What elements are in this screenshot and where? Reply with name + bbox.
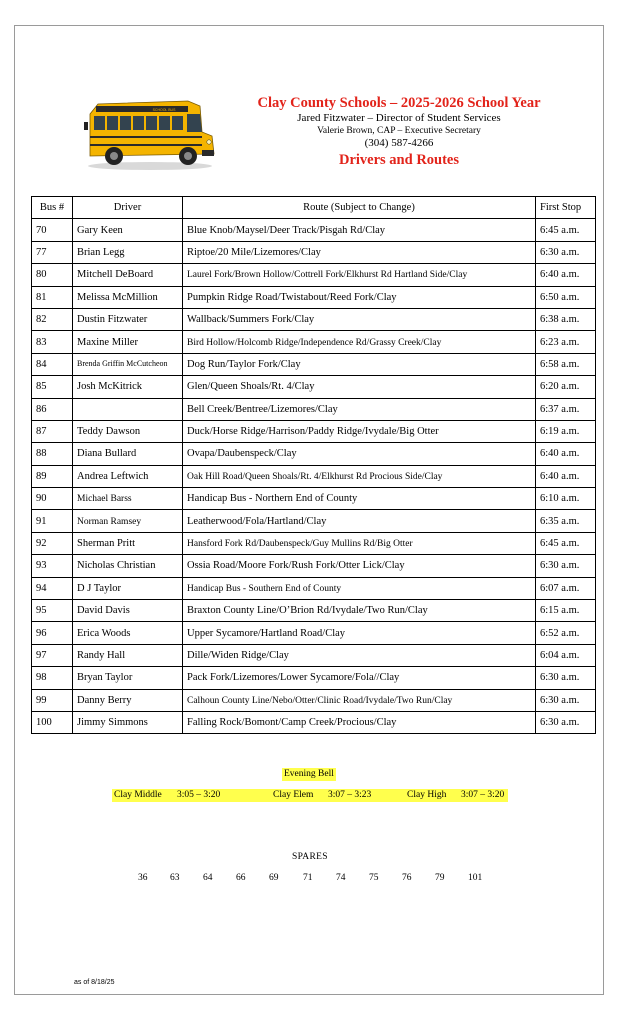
first-stop-text: 6:35 a.m.: [540, 515, 580, 527]
route-text: Oak Hill Road/Queen Shoals/Rt. 4/Elkhurst Rd Procious Side/Clay: [187, 471, 443, 482]
bus-number-cell: [32, 667, 73, 689]
spares-title: SPARES: [292, 852, 328, 862]
bus-number-text: 77: [36, 246, 47, 258]
bus-number-text: 93: [36, 560, 47, 572]
driver-text: Michael Barss: [77, 494, 132, 505]
driver-text: Teddy Dawson: [77, 426, 141, 438]
spare-bus-number: 69: [269, 873, 279, 883]
bus-number-text: 88: [36, 448, 47, 460]
bus-sign: SCHOOL BUS: [152, 108, 176, 112]
driver-text: D J Taylor: [77, 582, 121, 594]
bus-number-cell: [32, 644, 73, 666]
driver-cell: [73, 420, 183, 442]
route-text: Glen/Queen Shoals/Rt. 4/Clay: [187, 381, 315, 393]
route-cell: [183, 644, 536, 666]
route-text: Bell Creek/Bentree/Lizemores/Clay: [187, 403, 338, 415]
route-text: Calhoun County Line/Nebo/Otter/Clinic Road/Ivydale/Two Run/Clay: [187, 695, 453, 706]
route-cell: [183, 600, 536, 622]
route-cell: [183, 219, 536, 241]
phone-number: (304) 587-4266: [364, 137, 434, 149]
document-header: [226, 94, 572, 169]
route-cell: [183, 398, 536, 420]
first-stop-text: 6:40 a.m.: [540, 269, 580, 281]
driver-cell: [73, 711, 183, 733]
spare-bus-number: 66: [236, 873, 246, 883]
driver-cell: [73, 241, 183, 263]
driver-text: Brenda Griffin McCutcheon: [77, 359, 168, 369]
spare-bus-number: 101: [468, 873, 483, 883]
as-of-date: as of 8/18/25: [74, 979, 115, 986]
driver-text: Nicholas Christian: [77, 560, 156, 572]
bus-number-text: 97: [36, 650, 47, 661]
route-text: Duck/Horse Ridge/Harrison/Paddy Ridge/Ivydale/Big Otter: [187, 426, 439, 438]
bell-school-time: 3:07 – 3:20: [461, 790, 505, 800]
driver-text: Mitchell DeBoard: [77, 269, 154, 281]
first-stop-cell: [536, 488, 596, 510]
document-title: Clay County Schools – 2025-2026 School Year: [257, 95, 541, 111]
driver-text: Dustin Fitzwater: [77, 314, 148, 326]
route-cell: [183, 667, 536, 689]
route-cell: [183, 264, 536, 286]
bus-number-text: 81: [36, 291, 47, 303]
table-row: [32, 465, 596, 487]
first-stop-text: 6:30 a.m.: [540, 694, 580, 706]
first-stop-cell: [536, 353, 596, 375]
table-row: [32, 376, 596, 398]
bell-school-time: 3:05 – 3:20: [177, 790, 221, 800]
table-row: [32, 689, 596, 711]
bus-number-cell: [32, 510, 73, 532]
bus-number-cell: [32, 443, 73, 465]
bus-number-text: 99: [36, 694, 47, 706]
bell-school-name: Clay High: [407, 790, 447, 800]
table-row: [32, 264, 596, 286]
bus-number-text: 89: [36, 470, 47, 482]
route-text: Riptoe/20 Mile/Lizemores/Clay: [187, 246, 321, 258]
spare-bus-number: 76: [402, 873, 412, 883]
bus-number-cell: [32, 577, 73, 599]
header-route: Route (Subject to Change): [183, 197, 536, 219]
bus-number-cell: [32, 376, 73, 398]
route-text: Blue Knob/Maysel/Deer Track/Pisgah Rd/Clay: [187, 224, 386, 236]
bus-number-cell: [32, 420, 73, 442]
bus-number-cell: [32, 286, 73, 308]
first-stop-text: 6:04 a.m.: [540, 650, 580, 661]
bus-number-text: 90: [36, 493, 47, 505]
bus-number-text: 80: [36, 269, 47, 281]
bus-number-text: 70: [36, 224, 47, 236]
route-text: Braxton County Line/O’Brion Rd/Ivydale/Two Run/Clay: [187, 605, 428, 617]
bell-school-name: Clay Elem: [273, 790, 314, 800]
bus-number-cell: [32, 600, 73, 622]
first-stop-cell: [536, 532, 596, 554]
route-cell: [183, 286, 536, 308]
route-cell: [183, 510, 536, 532]
bus-number-text: 82: [36, 314, 47, 326]
route-text: Pack Fork/Lizemores/Lower Sycamore/Fola//Clay: [187, 672, 400, 684]
driver-text: Josh McKitrick: [77, 381, 143, 393]
driver-cell: [73, 644, 183, 666]
first-stop-text: 6:10 a.m.: [540, 493, 580, 505]
director-line: Jared Fitzwater – Director of Student Services: [297, 112, 501, 124]
table-row: [32, 308, 596, 330]
route-text: Ovapa/Daubenspeck/Clay: [187, 448, 297, 460]
route-text: Handicap Bus - Northern End of County: [187, 493, 358, 505]
driver-cell: [73, 532, 183, 554]
table-row: [32, 353, 596, 375]
bus-number-cell: [32, 465, 73, 487]
bus-number-cell: [32, 219, 73, 241]
driver-cell: [73, 353, 183, 375]
first-stop-text: 6:50 a.m.: [540, 291, 580, 303]
table-row: [32, 331, 596, 353]
spares-list: [130, 873, 490, 887]
first-stop-cell: [536, 241, 596, 263]
driver-text: Norman Ramsey: [77, 516, 142, 527]
table-row: [32, 510, 596, 532]
table-row: [32, 420, 596, 442]
first-stop-cell: [536, 689, 596, 711]
first-stop-text: 6:30 a.m.: [540, 717, 580, 729]
first-stop-text: 6:07 a.m.: [540, 582, 580, 594]
table-row: [32, 644, 596, 666]
route-cell: [183, 532, 536, 554]
first-stop-cell: [536, 577, 596, 599]
driver-cell: [73, 510, 183, 532]
bell-school-time: 3:07 – 3:23: [328, 790, 372, 800]
header-bus: Bus #: [32, 197, 73, 219]
first-stop-cell: [536, 398, 596, 420]
driver-cell: [73, 555, 183, 577]
route-cell: [183, 577, 536, 599]
table-row: [32, 398, 596, 420]
header-driver: Driver: [73, 197, 183, 219]
table-row: [32, 443, 596, 465]
driver-cell: [73, 286, 183, 308]
first-stop-text: 6:40 a.m.: [540, 448, 580, 460]
bus-number-text: 84: [36, 358, 47, 370]
first-stop-cell: [536, 555, 596, 577]
route-text: Bird Hollow/Holcomb Ridge/Independence Rd/Grassy Creek/Clay: [187, 337, 442, 348]
route-cell: [183, 241, 536, 263]
driver-cell: [73, 443, 183, 465]
driver-text: Melissa McMillion: [77, 291, 158, 303]
first-stop-text: 6:19 a.m.: [540, 426, 580, 438]
driver-cell: [73, 376, 183, 398]
bus-number-text: 86: [36, 403, 47, 415]
table-row: [32, 555, 596, 577]
spare-bus-number: 75: [369, 873, 379, 883]
first-stop-text: 6:45 a.m.: [540, 224, 580, 236]
driver-cell: [73, 622, 183, 644]
driver-cell: [73, 308, 183, 330]
bus-number-cell: [32, 532, 73, 554]
first-stop-text: 6:37 a.m.: [540, 403, 580, 415]
first-stop-cell: [536, 219, 596, 241]
bus-number-cell: [32, 711, 73, 733]
bus-number-cell: [32, 488, 73, 510]
route-text: Hansford Fork Rd/Daubenspeck/Guy Mullins Rd/Big Otter: [187, 539, 413, 550]
first-stop-text: 6:30 a.m.: [540, 560, 580, 572]
driver-text: Bryan Taylor: [77, 672, 133, 684]
bus-number-text: 96: [36, 627, 47, 639]
spare-bus-number: 64: [203, 873, 213, 883]
first-stop-cell: [536, 667, 596, 689]
driver-cell: [73, 667, 183, 689]
bus-number-text: 94: [36, 582, 47, 594]
bus-number-text: 92: [36, 538, 47, 550]
route-cell: [183, 420, 536, 442]
first-stop-cell: [536, 420, 596, 442]
first-stop-cell: [536, 600, 596, 622]
route-cell: [183, 443, 536, 465]
table-row: [32, 488, 596, 510]
bus-number-cell: [32, 555, 73, 577]
first-stop-text: 6:20 a.m.: [540, 381, 580, 393]
driver-text: Gary Keen: [77, 224, 123, 236]
route-cell: [183, 711, 536, 733]
driver-text: Brian Legg: [77, 246, 125, 258]
table-row: [32, 286, 596, 308]
driver-cell: [73, 577, 183, 599]
bell-school-name: Clay Middle: [114, 790, 162, 800]
route-cell: [183, 689, 536, 711]
route-cell: [183, 555, 536, 577]
table-row: [32, 219, 596, 241]
route-cell: [183, 353, 536, 375]
first-stop-cell: [536, 331, 596, 353]
table-row: [32, 241, 596, 263]
table-row: [32, 577, 596, 599]
route-cell: [183, 308, 536, 330]
spare-bus-number: 63: [170, 873, 180, 883]
driver-cell: [73, 465, 183, 487]
first-stop-cell: [536, 443, 596, 465]
school-bus-icon: [84, 92, 216, 172]
evening-bell-times: [112, 789, 508, 802]
spare-bus-number: 71: [303, 873, 313, 883]
bus-number-text: 95: [36, 605, 47, 617]
bus-number-cell: [32, 331, 73, 353]
driver-text: Sherman Pritt: [77, 538, 136, 550]
first-stop-cell: [536, 510, 596, 532]
driver-text: Randy Hall: [77, 650, 126, 661]
secretary-line: Valerie Brown, CAP – Executive Secretary: [317, 126, 481, 136]
route-cell: [183, 331, 536, 353]
header-first-stop: First Stop: [536, 197, 596, 219]
table-row: [32, 622, 596, 644]
driver-cell: [73, 264, 183, 286]
first-stop-text: 6:58 a.m.: [540, 358, 580, 370]
first-stop-text: 6:15 a.m.: [540, 605, 580, 617]
first-stop-cell: [536, 286, 596, 308]
table-header-row: [32, 197, 596, 219]
driver-cell: [73, 600, 183, 622]
route-text: Wallback/Summers Fork/Clay: [187, 314, 315, 326]
bus-number-text: 100: [36, 717, 52, 729]
routes-table: [31, 196, 596, 734]
driver-text: David Davis: [77, 605, 130, 617]
spare-bus-number: 79: [435, 873, 445, 883]
table-row: [32, 600, 596, 622]
driver-text: Maxine Miller: [77, 336, 138, 348]
spare-bus-number: 36: [138, 873, 148, 883]
first-stop-text: 6:52 a.m.: [540, 627, 580, 639]
first-stop-text: 6:40 a.m.: [540, 470, 580, 482]
first-stop-cell: [536, 465, 596, 487]
bus-number-text: 85: [36, 381, 47, 393]
driver-cell: [73, 488, 183, 510]
first-stop-cell: [536, 264, 596, 286]
first-stop-cell: [536, 622, 596, 644]
bus-number-cell: [32, 308, 73, 330]
route-text: Pumpkin Ridge Road/Twistabout/Reed Fork/Clay: [187, 291, 397, 303]
driver-text: Jimmy Simmons: [77, 717, 148, 729]
first-stop-text: 6:30 a.m.: [540, 672, 580, 684]
first-stop-text: 6:38 a.m.: [540, 314, 580, 326]
route-text: Leatherwood/Fola/Hartland/Clay: [187, 515, 327, 527]
first-stop-cell: [536, 711, 596, 733]
bus-number-cell: [32, 241, 73, 263]
bus-number-cell: [32, 264, 73, 286]
first-stop-cell: [536, 644, 596, 666]
table-row: [32, 711, 596, 733]
driver-cell: [73, 331, 183, 353]
route-text: Falling Rock/Bomont/Camp Creek/Procious/Clay: [187, 717, 397, 729]
route-cell: [183, 622, 536, 644]
driver-cell: [73, 398, 183, 420]
first-stop-text: 6:23 a.m.: [540, 336, 580, 348]
route-text: Dog Run/Taylor Fork/Clay: [187, 358, 301, 370]
first-stop-text: 6:30 a.m.: [540, 246, 580, 258]
first-stop-cell: [536, 376, 596, 398]
first-stop-cell: [536, 308, 596, 330]
table-row: [32, 667, 596, 689]
bus-number-cell: [32, 353, 73, 375]
document-subtitle: Drivers and Routes: [338, 152, 460, 168]
bus-number-text: 91: [36, 515, 47, 527]
route-cell: [183, 376, 536, 398]
bus-number-cell: [32, 689, 73, 711]
bus-number-cell: [32, 398, 73, 420]
route-text: Handicap Bus - Southern End of County: [187, 583, 342, 594]
route-cell: [183, 488, 536, 510]
route-cell: [183, 465, 536, 487]
driver-text: Andrea Leftwich: [77, 470, 149, 482]
table-row: [32, 532, 596, 554]
route-text: Dille/Widen Ridge/Clay: [187, 650, 289, 661]
driver-text: Danny Berry: [77, 694, 132, 706]
bus-number-text: 83: [36, 336, 47, 348]
bus-number-text: 98: [36, 672, 47, 684]
spare-bus-number: 74: [336, 873, 346, 883]
driver-cell: [73, 219, 183, 241]
route-text: Laurel Fork/Brown Hollow/Cottrell Fork/Elkhurst Rd Hartland Side/Clay: [187, 270, 468, 281]
driver-cell: [73, 689, 183, 711]
route-text: Ossia Road/Moore Fork/Rush Fork/Otter Lick/Clay: [187, 560, 405, 572]
driver-text: Diana Bullard: [77, 448, 137, 460]
evening-bell-title: Evening Bell: [284, 769, 334, 779]
driver-text: Erica Woods: [77, 627, 131, 639]
first-stop-text: 6:45 a.m.: [540, 538, 580, 550]
route-text: Upper Sycamore/Hartland Road/Clay: [187, 627, 346, 639]
bus-number-cell: [32, 622, 73, 644]
bus-number-text: 87: [36, 426, 47, 438]
